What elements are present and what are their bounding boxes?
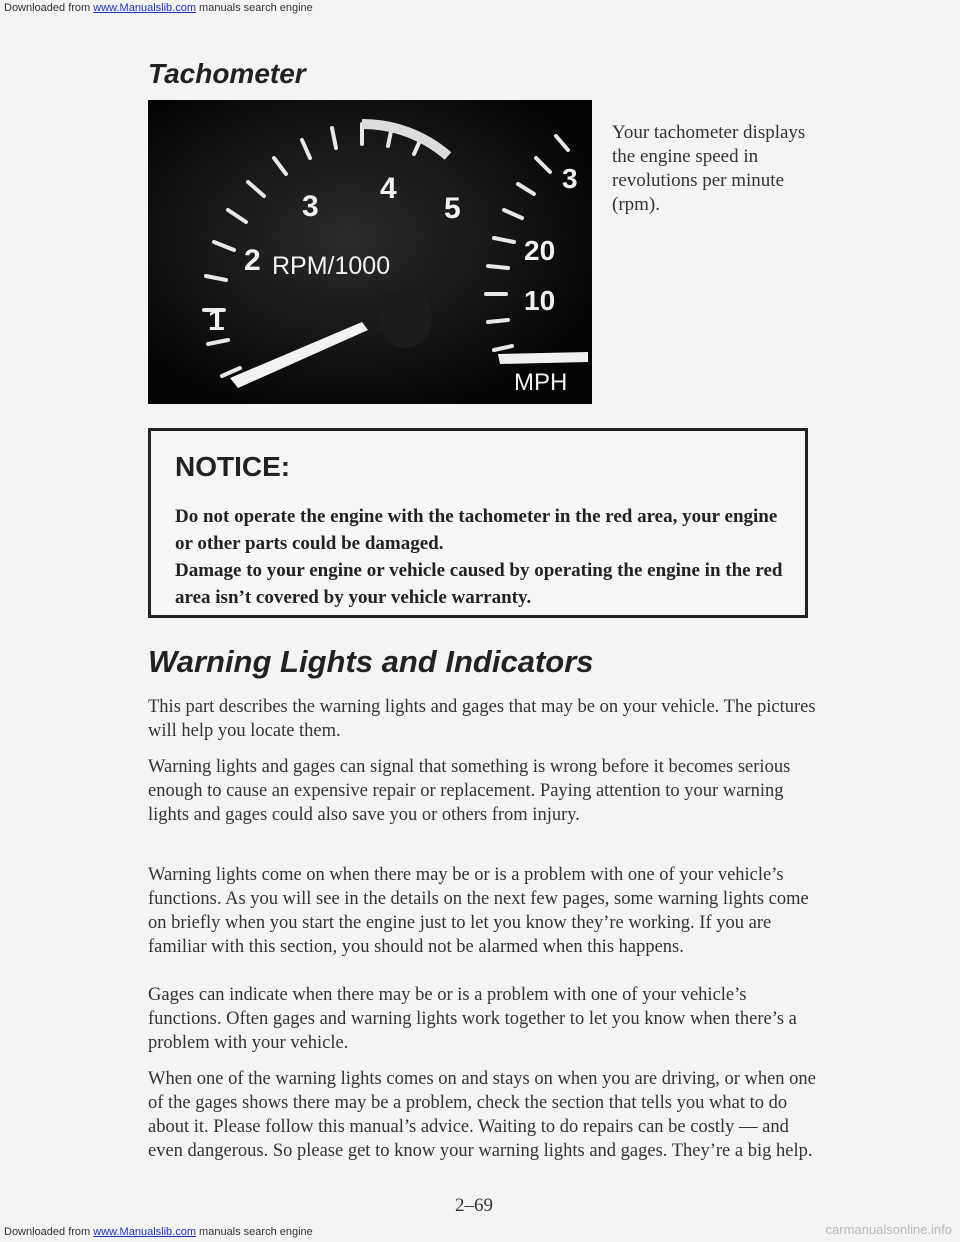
rpm-label-5: 5: [444, 192, 461, 225]
watermark: carmanualsonline.info: [825, 1222, 952, 1237]
speed-unit-label: MPH: [514, 369, 568, 396]
speed-label-20: 20: [524, 235, 556, 266]
speed-needle: [498, 352, 588, 364]
notice-title: NOTICE:: [175, 451, 291, 482]
tachometer-gauge-illustration: [148, 100, 592, 404]
body-paragraph: Gages can indicate when there may be or is a problem with one of your vehicle’s functions. Often gages and warning lights work together to let you know when there’s a problem with your vehicle.: [148, 985, 797, 1053]
speed-label-3: 3: [562, 163, 578, 194]
banner-prefix: Downloaded from: [4, 2, 91, 14]
tachometer-heading: Tachometer: [148, 58, 306, 89]
download-banner-bottom: [4, 1226, 313, 1238]
page-number: 2–69: [455, 1195, 493, 1216]
notice-paragraph: Do not operate the engine with the tachometer in the red area, your engine or other parts could be damaged.: [175, 506, 778, 554]
rpm-label-2: 2: [244, 244, 261, 277]
needle-hub: [380, 288, 432, 348]
warning-lights-heading: Warning Lights and Indicators: [148, 644, 594, 679]
rpm-unit-label: RPM/1000: [272, 252, 391, 280]
manualslib-link[interactable]: www.Manualslib.com: [93, 1226, 196, 1238]
speed-label-10: 10: [524, 285, 556, 316]
body-paragraph: When one of the warning lights comes on and stays on when you are driving, or when one of the gages shows there may be a problem, check the section that tells you what to do about it. Please follow this manual’s advice. Waiting to do repairs can be costly — and even dangerous. So please get to know your warning lights and gages. They’re a big help.: [148, 1069, 816, 1161]
tachometer-intro: Your tachometer displays the engine speed in revolutions per minute (rpm).: [612, 122, 806, 215]
notice-paragraph: Damage to your engine or vehicle caused by operating the engine in the red area isn’t covered by your vehicle warranty.: [175, 560, 783, 608]
notice-box: [148, 428, 808, 618]
tachometer-photo: [148, 100, 592, 404]
body-paragraph: This part describes the warning lights and gages that may be on your vehicle. The pictures will help you locate them.: [148, 697, 816, 741]
rpm-label-1: 1: [208, 304, 225, 337]
banner-suffix: manuals search engine: [199, 1226, 313, 1238]
body-paragraph: Warning lights come on when there may be or is a problem with one of your vehicle’s functions. As you will see in the details on the next few pages, some warning lights come on briefly when you start the engine just to let you know they’re working. If you are familiar with this section, you should not be alarmed when this happens.: [148, 865, 809, 957]
banner-prefix: Downloaded from: [4, 1226, 91, 1238]
manualslib-link[interactable]: www.Manualslib.com: [93, 2, 196, 14]
rpm-label-3: 3: [302, 190, 319, 223]
rpm-label-4: 4: [380, 172, 397, 205]
download-banner: [4, 2, 313, 14]
body-paragraph: Warning lights and gages can signal that something is wrong before it becomes serious enough to cause an expensive repair or replacement. Paying attention to your warning lights and gages could also save you or others from injury.: [148, 757, 791, 825]
banner-suffix: manuals search engine: [199, 2, 313, 14]
